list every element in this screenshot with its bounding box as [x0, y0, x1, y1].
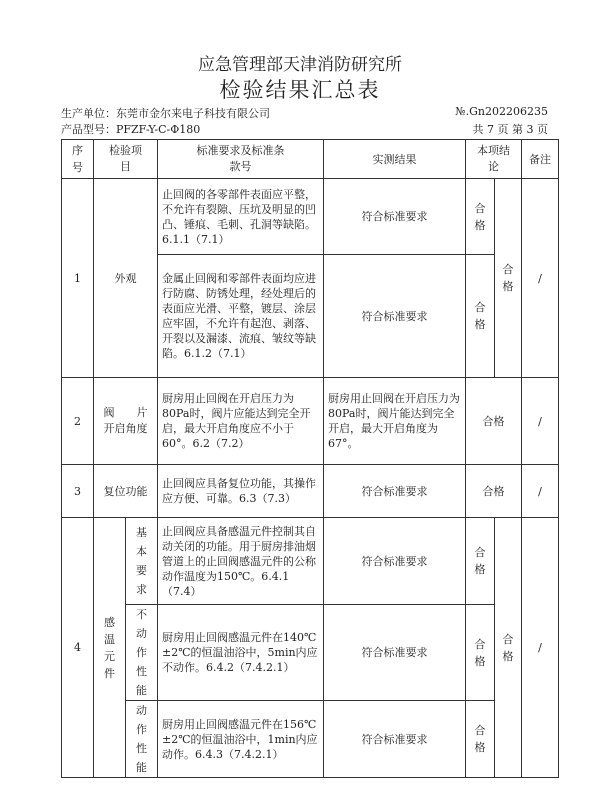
remark: /	[522, 179, 559, 378]
sub-conclusion: 合格	[466, 701, 495, 778]
table-header-row	[62, 140, 559, 179]
row-number: 4	[62, 518, 94, 778]
item-conclusion: 合格	[466, 378, 522, 465]
result-text: 符合标准要求	[324, 255, 466, 378]
item-name: 阀 片 开启角度	[94, 378, 158, 465]
sub-item-name: 动作性能	[126, 701, 158, 778]
remark: /	[522, 378, 559, 465]
report-number: №.Gn202206235	[455, 105, 548, 118]
item-conclusion: 合格	[466, 465, 522, 518]
requirement-text: 厨房用止回阀在开启压力为80Pa时，阀片应能达到完全开启，最大开启角度应不小于60°。6.2（7.2）	[158, 378, 324, 465]
requirement-text: 止回阀的各零部件表面应平整，不允许有裂隙、压坑及明显的凹凸、锤痕、毛刺、孔洞等缺陷。6.1.1（7.1）	[158, 179, 324, 255]
table-row	[62, 378, 559, 465]
product-model: 产品型号：PFZF-Y-C-Φ180	[61, 123, 201, 136]
org-name: 应急管理部天津消防研究所	[198, 55, 402, 75]
requirement-text: 止回阀应具备复位功能，其操作应方便、可靠。6.3（7.3）	[158, 465, 324, 518]
result-text: 符合标准要求	[324, 465, 466, 518]
table-row	[62, 465, 559, 518]
item-conclusion: 合格	[495, 518, 522, 778]
sub-conclusion: 合格	[466, 179, 495, 255]
sub-item-name: 基本要求	[126, 518, 158, 605]
sub-conclusion: 合格	[466, 605, 495, 701]
row-number: 3	[62, 465, 94, 518]
remark: /	[522, 518, 559, 778]
result-text: 厨房用止回阀在开启压力为80Pa时，阀片能达到完全开启，最大开启角度为67°。	[324, 378, 466, 465]
col-header-req: 标准要求及标准条款号	[158, 140, 324, 179]
item-name: 复位功能	[94, 465, 158, 518]
page-info: 共 7 页 第 3 页	[472, 123, 548, 136]
col-header-conclusion: 本项结论	[466, 140, 522, 179]
sub-conclusion: 合格	[466, 255, 495, 378]
requirement-text: 金属止回阀和零部件表面均应进行防腐、防锈处理，经处理后的表面应光滑、平整，镀层、涂层应牢固，不允许有起泡、剥落、开裂以及漏漆、流痕、皱纹等缺陷。6.1.2（7.1）	[158, 255, 324, 378]
sub-item-name: 不动作性能	[126, 605, 158, 701]
row-number: 1	[62, 179, 94, 378]
table-row	[62, 701, 559, 778]
table-row	[62, 605, 559, 701]
result-text: 符合标准要求	[324, 605, 466, 701]
col-header-remark: 备注	[522, 140, 559, 179]
manufacturer: 生产单位：东莞市金尔来电子科技有限公司	[61, 107, 270, 120]
requirement-text: 止回阀应具备感温元件控制其自动关闭的功能。用于厨房排油烟管道上的止回阀感温元件的公称动作温度为150℃。6.4.1（7.4）	[158, 518, 324, 605]
requirement-text: 厨房用止回阀感温元件在156℃±2℃的恒温油浴中，1min内应动作。6.4.3（7.4.2.1）	[158, 701, 324, 778]
table-row	[62, 179, 559, 255]
result-text: 符合标准要求	[324, 701, 466, 778]
remark: /	[522, 465, 559, 518]
row-number: 2	[62, 378, 94, 465]
page-title: 检验结果汇总表	[219, 78, 381, 102]
col-header-result: 实测结果	[324, 140, 466, 179]
requirement-text: 厨房用止回阀感温元件在140℃±2℃的恒温油浴中，5min内应不动作。6.4.2（7.4.2.1）	[158, 605, 324, 701]
sub-conclusion: 合格	[466, 518, 495, 605]
item-name: 感温元件	[94, 518, 126, 778]
col-header-item: 检验项目	[94, 140, 158, 179]
results-table	[61, 139, 559, 778]
item-name: 外观	[94, 179, 158, 378]
result-text: 符合标准要求	[324, 179, 466, 255]
col-header-no: 序号	[62, 140, 94, 179]
table-row	[62, 518, 559, 605]
result-text: 符合标准要求	[324, 518, 466, 605]
item-conclusion: 合格	[495, 179, 522, 378]
